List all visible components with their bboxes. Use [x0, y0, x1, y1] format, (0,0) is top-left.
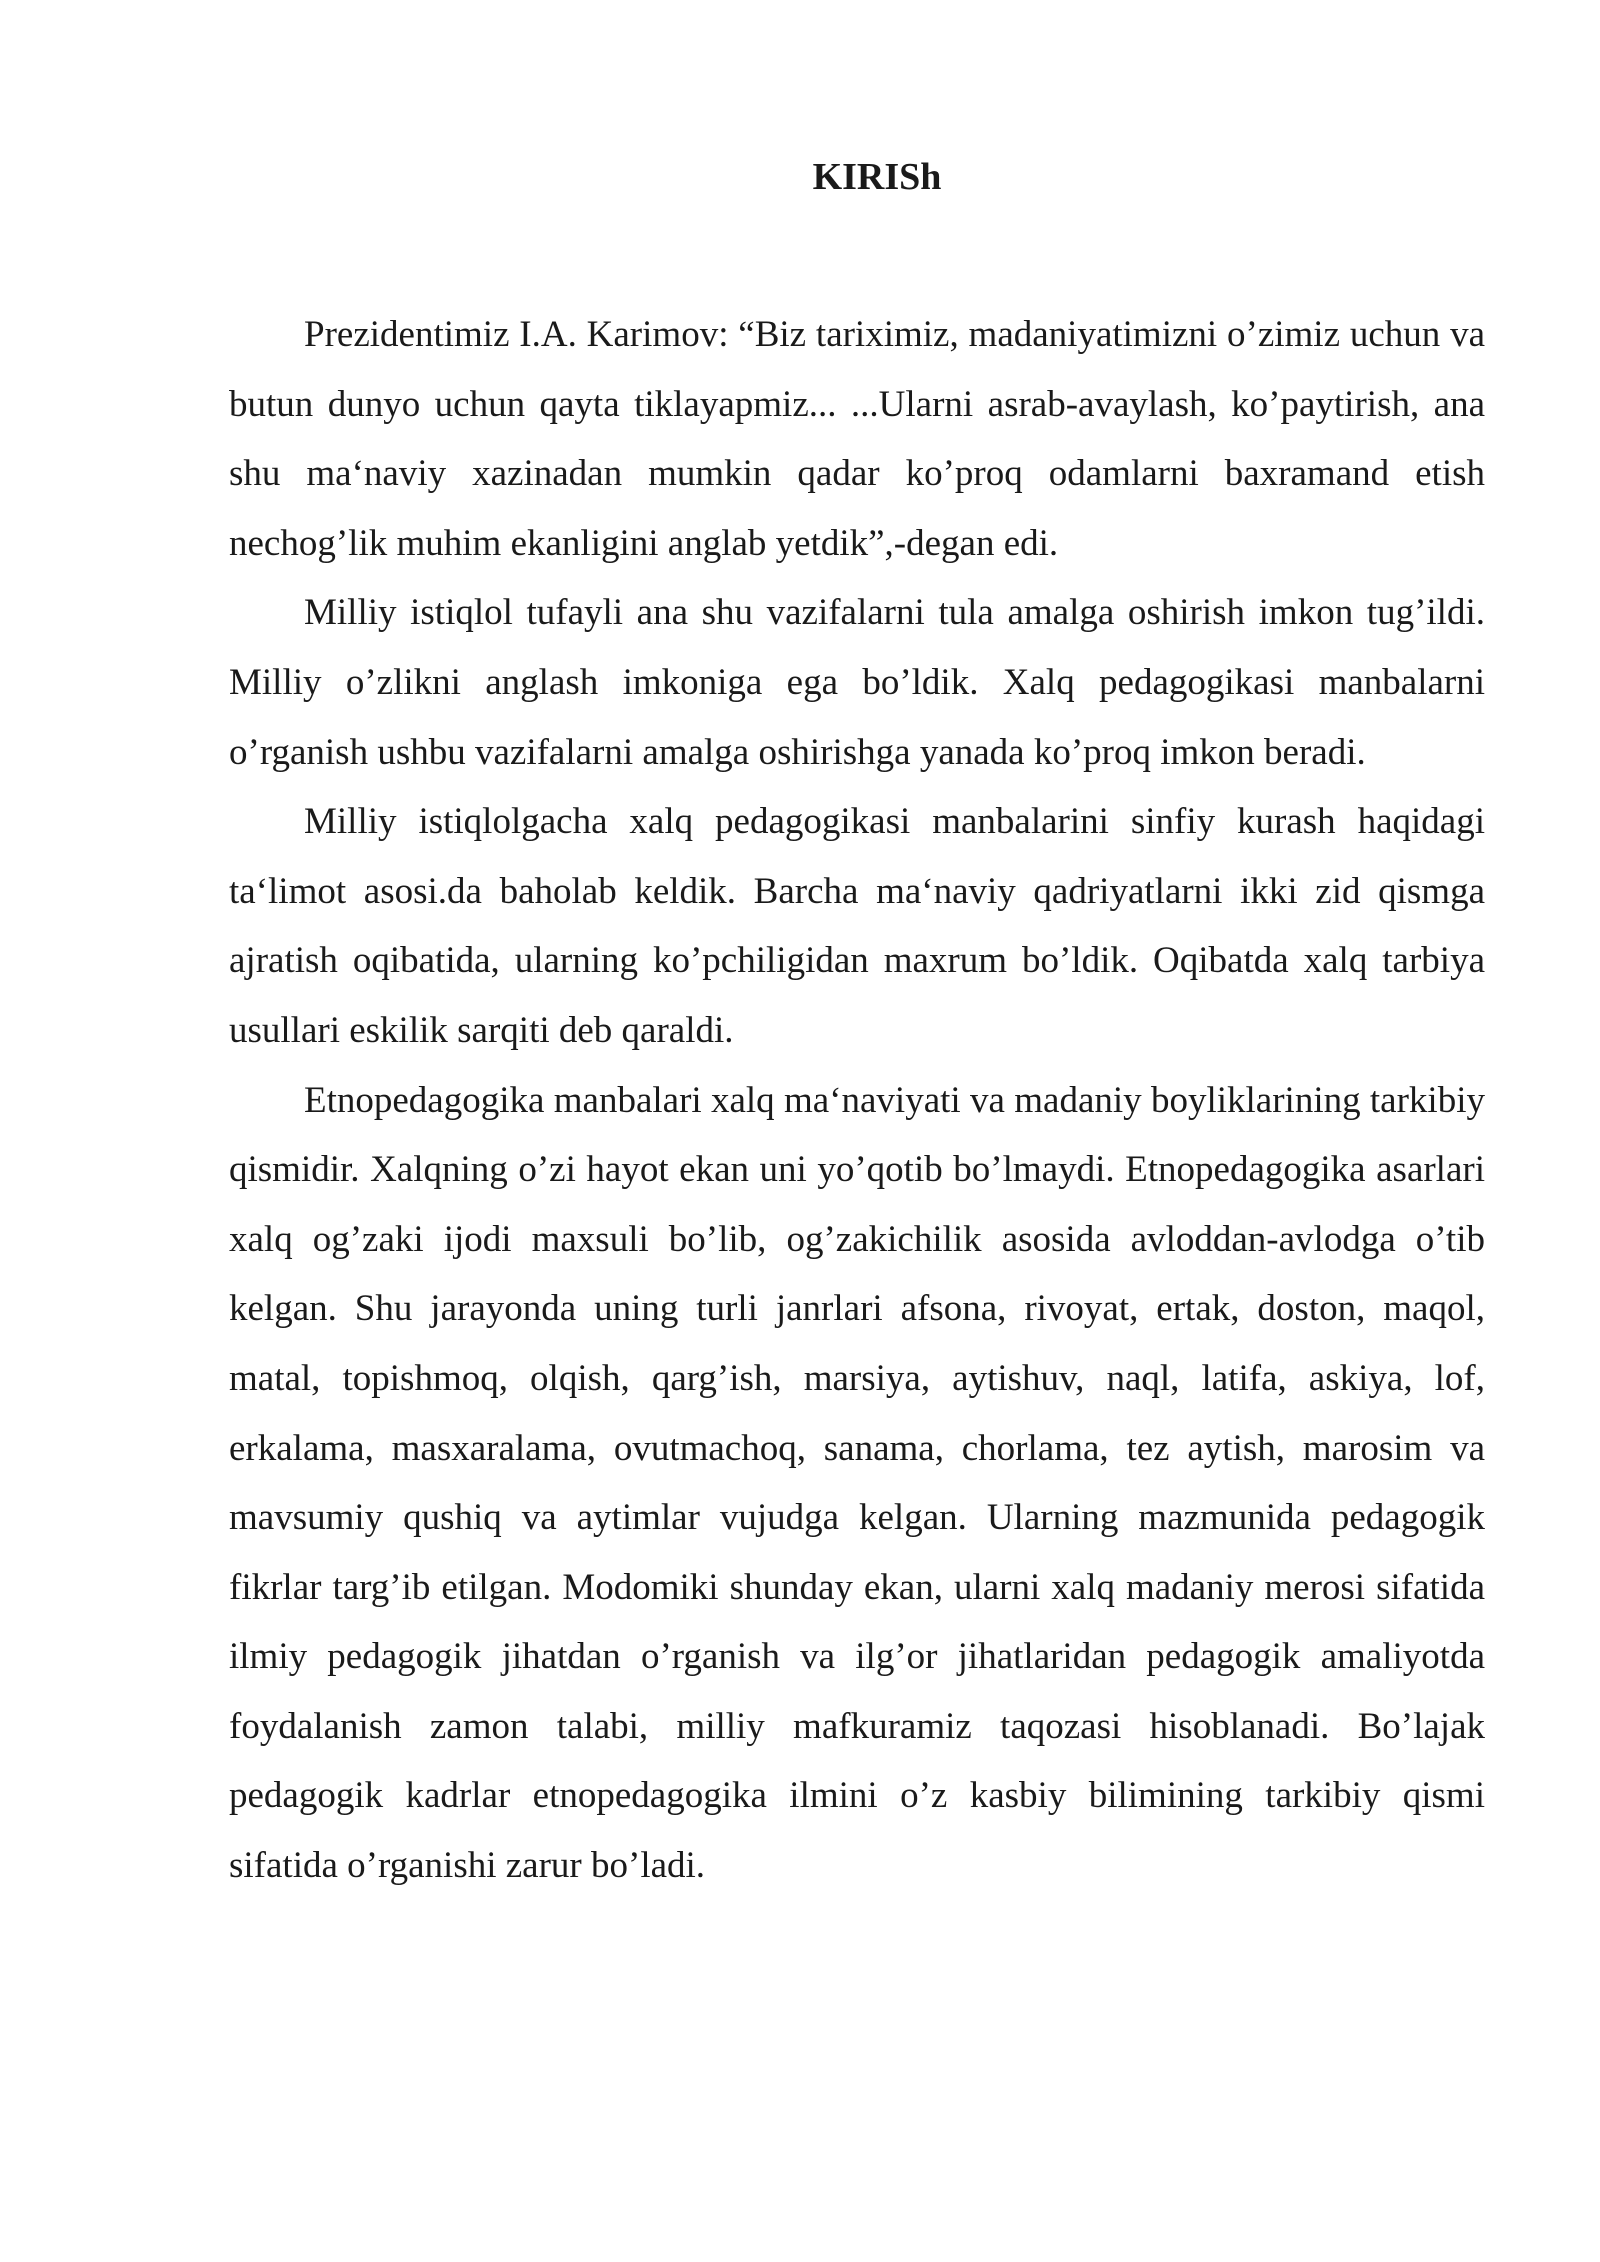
paragraph-2: Milliy istiqlol tufayli ana shu vazifalarni tula amalga oshirish imkon tug’ildi. Milliy o’zlikni anglash imkoniga ega bo’ldik. Xalq pedagogikasi manbalarni o’rganish ushbu vazifalarni amalga oshirishga yanada ko’proq imkon beradi. [229, 592, 1485, 773]
paragraph-3: Milliy istiqlolgacha xalq pedagogikasi manbalarini sinfiy kurash haqidagi ta‘limot asosi.da baholab keldik. Barcha ma‘naviy qadriyatlarni ikki zid qismga ajratish oqibatida, ularning ko’pchiligidan maxrum bo’ldik. Oqibatda xalq tarbiya usullari eskilik sarqiti deb qaraldi. [229, 801, 1485, 1051]
paragraph-4: Etnopedagogika manbalari xalq ma‘naviyati va madaniy boyliklarining tarkibiy qismidir. Xalqning o’zi hayot ekan uni yo’qotib bo’lmaydi. Etnopedagogika asarlari xalq og’zaki ijodi maxsuli bo’lib, og’zakichilik asosida avloddan-avlodga o’tib kelgan. Shu jarayonda uning turli janrlari afsona, rivoyat, ertak, doston, maqol, matal, topishmoq, olqish, qarg’ish, marsiya, aytishuv, naql, latifa, askiya, lof, erkalama, masxaralama, ovutmachoq, sanama, chorlama, tez aytish, marosim va mavsumiy qushiq va aytimlar vujudga kelgan. Ularning mazmunida pedagogik fikrlar targ’ib etilgan. Modomiki shunday ekan, ularni xalq madaniy merosi sifatida ilmiy pedagogik jihatdan o’rganish va ilg’or jihatlaridan pedagogik amaliyotda foydalanish zamon talabi, milliy mafkuramiz taqozasi hisoblanadi. Bo’lajak pedagogik kadrlar etnopedagogika ilmini o’z kasbiy bilimining tarkibiy qismi sifatida o’rganishi zarur bo’ladi. [229, 1079, 1485, 1887]
document-page [229, 150, 1485, 1901]
page-title: KIRISh [812, 156, 942, 198]
paragraph-1: Prezidentimiz I.A. Karimov: “Biz tariximiz, madaniyatimizni o’zimiz uchun va butun dunyo uchun qayta tiklayapmiz... ...Ularni asrab-avaylash, ko’paytirish, ana shu ma‘naviy xazinadan mumkin qadar ko’proq odamlarni baxramand etish nechog’lik muhim ekanligini anglab yetdik”,-degan edi. [229, 314, 1485, 564]
